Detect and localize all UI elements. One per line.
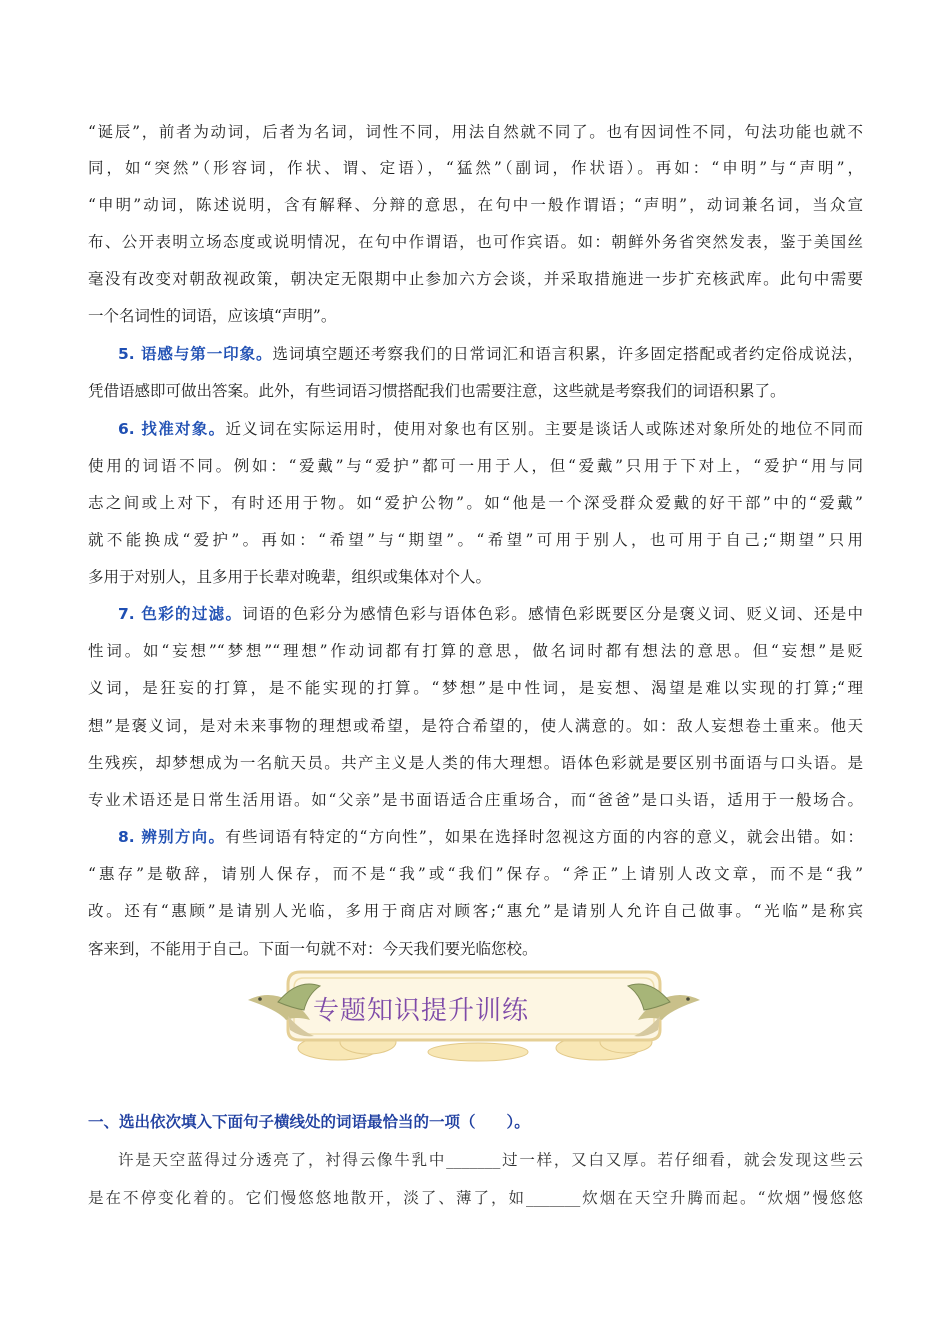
paragraph-line: 7. 色彩的过滤。词语的色彩分为感情色彩与语体色彩。感情色彩既要区分是褒义词、贬义词、还是中 xyxy=(118,605,863,623)
paragraph-line: 同，如“突然”（形容词，作状、谓、定语），“猛然”（副词，作状语）。再如：“申明”与“声明”， xyxy=(88,159,863,177)
paragraph-line: 使用的词语不同。例如：“爱戴”与“爱护”都可一用于人，但“爱戴”只用于下对上，“爱护“用与同 xyxy=(88,457,863,475)
passage-line: 许是天空蓝得过分透亮了，衬得云像牛乳中_______过一样，又白又厚。若仔细看，就会发现这些云 xyxy=(118,1151,863,1169)
passage-line: 是在不停变化着的。它们慢悠悠地散开，淡了、薄了，如_______炊烟在天空升腾而起。“炊烟”慢悠悠 xyxy=(88,1189,863,1207)
paragraph-line: 专业术语还是日常生活用语。如“父亲”是书面语适合庄重场合，而“爸爸”是口头语，适用于一般场合。 xyxy=(88,791,863,809)
banner-title: 专题知识提升训练 xyxy=(313,996,530,1026)
item-label: 7. 色彩的过滤。 xyxy=(118,605,243,623)
item-label: 5. 语感与第一印象。 xyxy=(118,345,273,363)
paragraph-line: 6. 找准对象。近义词在实际运用时，使用对象也有区别。主要是谈话人或陈述对象所处的地位不同而 xyxy=(118,420,863,438)
paragraph-line: 改。还有“惠顾”是请别人光临，多用于商店对顾客;“惠允”是请别人允许自己做事。“光临”是称宾 xyxy=(88,902,863,920)
question-title: 一、选出依次填入下面句子横线处的词语最恰当的一项（ ）。 xyxy=(88,1113,530,1131)
paragraph-line: 性词。如“妄想”“梦想”“理想”作动词都有打算的意思，做名词时都有想法的意思。但“妄想”是贬 xyxy=(88,642,863,660)
paragraph-line: 布、公开表明立场态度或说明情况，在句中作谓语，也可作宾语。如：朝鲜外务省突然发表，鉴于美国丝 xyxy=(88,233,863,251)
paragraph-line: 志之间或上对下，有时还用于物。如“爱护公物”。如“他是一个深受群众爱戴的好干部”中的“爱戴” xyxy=(88,494,863,512)
paragraph-line: “诞辰”，前者为动词，后者为名词，词性不同，用法自然就不同了。也有因词性不同，句法功能也就不 xyxy=(88,123,863,141)
section-banner xyxy=(228,962,720,1062)
paragraph-line: 8. 辨别方向。有些词语有特定的“方向性”，如果在选择时忽视这方面的内容的意义，就会出错。如： xyxy=(118,828,863,846)
paragraph-line: 多用于对别人，且多用于长辈对晚辈，组织或集体对个人。 xyxy=(88,568,492,586)
item-label: 6. 找准对象。 xyxy=(118,420,226,438)
paragraph-line: 就不能换成“爱护”。再如：“希望”与“期望”。“希望”可用于别人，也可用于自己;“期望”只用 xyxy=(88,531,863,549)
paragraph-line: 义词，是狂妄的打算，是不能实现的打算。“梦想”是中性词，是妄想、渴望是难以实现的打算;“理 xyxy=(88,679,863,697)
paragraph-line: “申明”动词，陈述说明，含有解释、分辩的意思，在句中一般作谓语；“声明”，动词兼名词，当众宣 xyxy=(88,196,863,214)
paragraph-line: 生残疾，却梦想成为一名航天员。共产主义是人类的伟大理想。语体色彩就是要区别书面语与口头语。是 xyxy=(88,754,863,772)
paragraph-line: “惠存”是敬辞，请别人保存，而不是“我”或“我们”保存。“斧正”上请别人改文章，而不是“我” xyxy=(88,865,863,883)
paragraph-line: 客来到，不能用于自己。下面一句就不对：今天我们要光临您校。 xyxy=(88,940,538,958)
paragraph-line: 想”是褒义词，是对未来事物的理想或希望，是符合希望的，使人满意的。如：敌人妄想卷土重来。他天 xyxy=(88,717,863,735)
paragraph-line: 5. 语感与第一印象。选词填空题还考察我们的日常词汇和语言积累，许多固定搭配或者约定俗成说法， xyxy=(118,345,863,363)
item-label: 8. 辨别方向。 xyxy=(118,828,226,846)
paragraph-line: 毫没有改变对朝敌视政策，朝决定无限期中止参加六方会谈，并采取措施进一步扩充核武库。此句中需要 xyxy=(88,270,863,288)
paragraph-line: 凭借语感即可做出答案。此外，有些词语习惯搭配我们也需要注意，这些就是考察我们的词语积累了。 xyxy=(88,382,786,400)
paragraph-line: 一个名词性的词语，应该填“声明”。 xyxy=(88,307,337,325)
